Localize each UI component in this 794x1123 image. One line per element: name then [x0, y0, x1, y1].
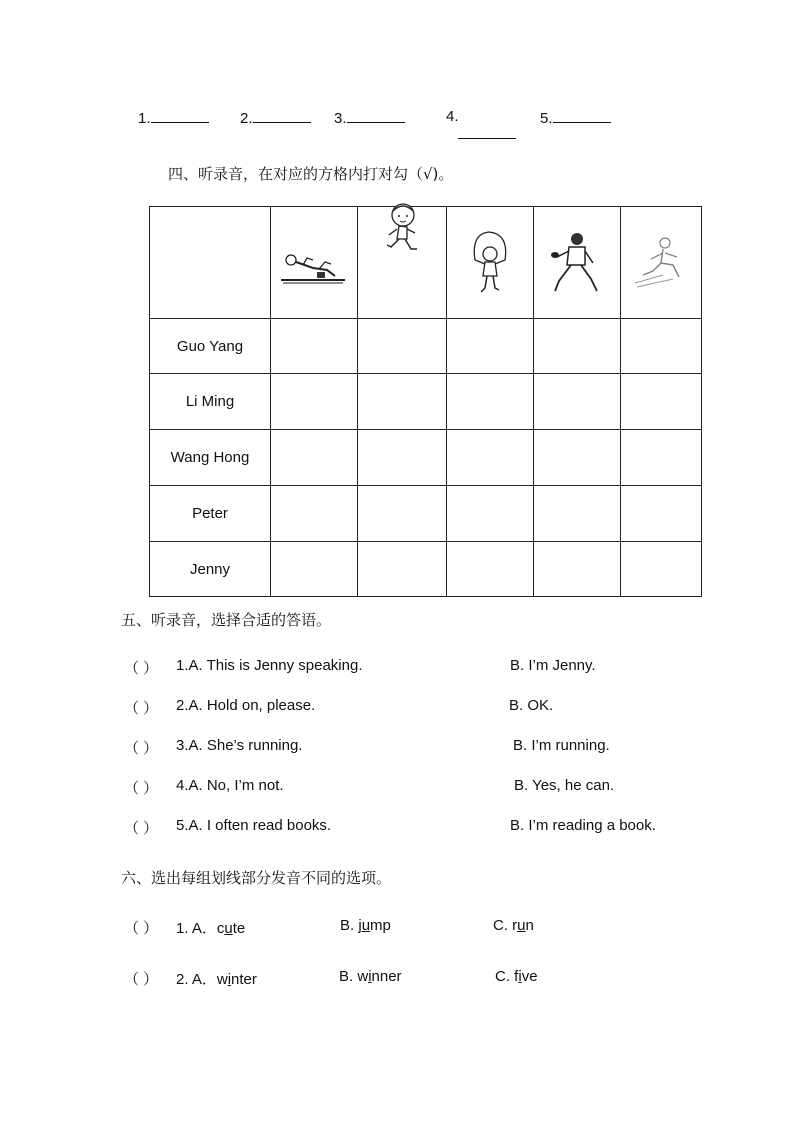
question-row [124, 968, 158, 989]
underlined-letter: i [227, 971, 232, 988]
tick-cell[interactable] [534, 374, 621, 430]
question-row [124, 737, 158, 758]
tick-cell[interactable] [621, 486, 702, 542]
table-row [150, 319, 702, 374]
tick-cell[interactable] [621, 430, 702, 486]
option-a: 1.A. This is Jenny speaking. [176, 657, 363, 674]
word-part: ve [521, 968, 538, 985]
option-a: 4.A. No, I’m not. [176, 777, 284, 794]
table-row [150, 430, 702, 486]
underlined-letter: u [361, 917, 371, 934]
word-part: 1. A．c [176, 920, 225, 937]
option-c [493, 917, 534, 934]
option-c [495, 968, 538, 985]
option-b [339, 968, 402, 985]
tick-cell[interactable] [271, 430, 358, 486]
word-part: B. w [339, 968, 369, 985]
word-part: te [232, 920, 246, 937]
tick-cell[interactable] [534, 542, 621, 597]
tick-cell[interactable] [447, 430, 534, 486]
option-b: B. Yes, he can. [514, 777, 615, 794]
answer-paren[interactable]: （ ） [124, 740, 159, 757]
tick-cell[interactable] [621, 542, 702, 597]
tick-cell[interactable] [447, 374, 534, 430]
blank-number: 3. [334, 110, 347, 127]
answer-paren[interactable]: （ ） [124, 780, 159, 797]
tick-cell[interactable] [447, 319, 534, 374]
picture-cell [447, 207, 534, 319]
word-part: C. r [493, 917, 518, 934]
tick-cell[interactable] [621, 374, 702, 430]
tick-cell[interactable] [358, 319, 447, 374]
blank-2[interactable] [240, 108, 311, 127]
student-name: Wang Hong [150, 430, 271, 486]
question-row [124, 657, 158, 678]
table-row [150, 486, 702, 542]
option-a [176, 917, 245, 938]
answer-paren[interactable]: （ ） [124, 920, 159, 937]
underlined-letter: u [224, 920, 233, 937]
blank-4[interactable] [458, 124, 516, 143]
blank-4-number [446, 108, 459, 125]
answer-paren[interactable]: （ ） [124, 660, 159, 677]
word-part: 2. A．w [176, 971, 228, 988]
word-part: nter [231, 971, 257, 988]
tick-cell[interactable] [534, 486, 621, 542]
option-b: B. I’m running. [513, 737, 610, 754]
tick-cell[interactable] [534, 430, 621, 486]
option-a: 2.A. Hold on, please. [176, 697, 316, 714]
student-name: Li Ming [150, 374, 271, 430]
tick-cell[interactable] [621, 319, 702, 374]
tick-cell[interactable] [358, 374, 447, 430]
tick-cell[interactable] [271, 319, 358, 374]
tick-cell[interactable] [358, 486, 447, 542]
answer-paren[interactable]: （ ） [124, 700, 159, 717]
corner-cell [150, 207, 271, 319]
tick-cell[interactable] [271, 486, 358, 542]
skipping-rope-icon [465, 230, 515, 296]
section-4-title: 四、听录音，在对应的方格内打对勾（√)。 [168, 165, 454, 183]
table-row [150, 542, 702, 597]
underlined-letter: u [517, 917, 526, 934]
picture-row [150, 207, 702, 319]
question-row [124, 777, 158, 798]
option-b [340, 917, 391, 934]
tick-cell[interactable] [358, 430, 447, 486]
tick-cell[interactable] [447, 542, 534, 597]
tick-table [149, 206, 702, 597]
picture-cell [534, 207, 621, 319]
section-6-title: 六、选出每组划线部分发音不同的选项。 [121, 869, 392, 887]
picture-cell [358, 207, 447, 319]
blank-number: 1. [138, 110, 151, 127]
student-name: Peter [150, 486, 271, 542]
question-row [124, 917, 158, 938]
word-part: n [525, 917, 534, 934]
picture-cell [621, 207, 702, 319]
table-row [150, 374, 702, 430]
option-a [176, 968, 257, 989]
word-part: C. f [495, 968, 519, 985]
blank-number: 4. [446, 108, 459, 125]
tick-cell[interactable] [271, 542, 358, 597]
tick-cell[interactable] [447, 486, 534, 542]
ping-pong-icon [547, 229, 607, 297]
blank-1[interactable] [138, 108, 209, 127]
student-name: Jenny [150, 542, 271, 597]
underlined-letter: i [368, 968, 372, 985]
question-row [124, 697, 158, 718]
blank-5[interactable] [540, 108, 611, 127]
option-a: 5.A. I often read books. [176, 817, 332, 834]
blank-number: 2. [240, 110, 253, 127]
picture-cell [271, 207, 358, 319]
tick-cell[interactable] [358, 542, 447, 597]
high-jump-icon [279, 238, 349, 288]
answer-paren[interactable]: （ ） [124, 820, 159, 837]
underlined-letter: i [518, 968, 522, 985]
section-5-title: 五、听录音，选择合适的答语。 [121, 611, 332, 629]
blank-3[interactable] [334, 108, 405, 127]
option-b: B. OK. [509, 697, 554, 714]
running-icon [377, 201, 427, 261]
tick-cell[interactable] [534, 319, 621, 374]
answer-paren[interactable]: （ ） [124, 971, 159, 988]
tick-cell[interactable] [271, 374, 358, 430]
option-b: B. I’m reading a book. [510, 817, 656, 834]
question-row [124, 817, 158, 838]
student-name: Guo Yang [150, 319, 271, 374]
word-part: B. j [340, 917, 362, 934]
option-b: B. I’m Jenny. [510, 657, 596, 674]
option-a: 3.A. She’s running. [176, 737, 303, 754]
blank-number: 5. [540, 110, 553, 127]
word-part: mp [370, 917, 391, 934]
word-part: nner [371, 968, 402, 985]
long-jump-icon [633, 235, 689, 291]
